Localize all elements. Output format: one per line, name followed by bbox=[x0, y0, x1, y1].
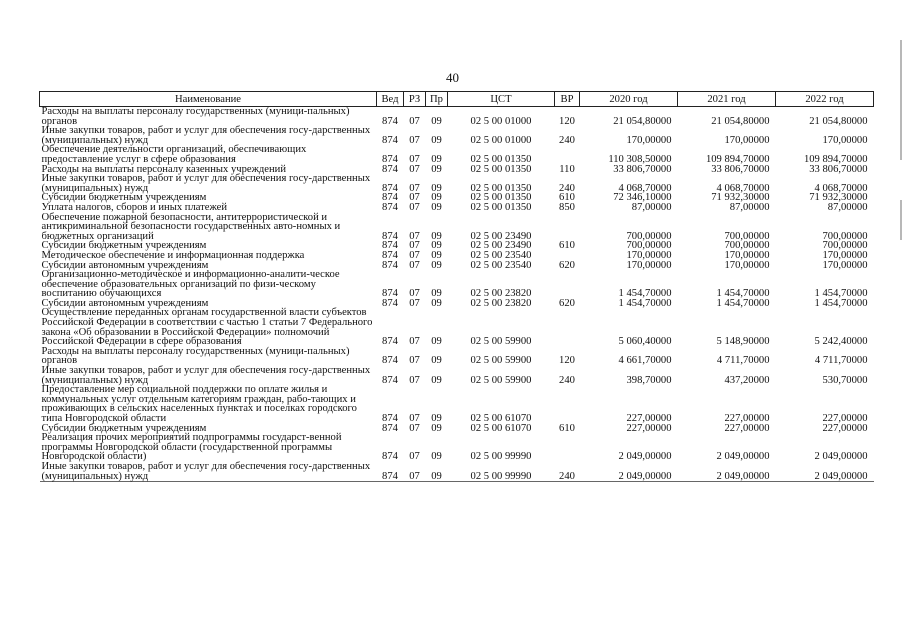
row-2022-cell: 170,00000 bbox=[822, 134, 868, 146]
row-pr-cell: 09 bbox=[431, 240, 442, 252]
header-cst: ЦСТ bbox=[448, 92, 555, 107]
row-2021-cell: 2 049,00000 bbox=[716, 451, 770, 463]
row-name-cell: Обеспечение деятельности организаций, обеспечивающих предоставление услуг в сфере образования bbox=[41, 144, 307, 165]
row-2021-cell: 21 054,80000 bbox=[711, 115, 770, 127]
row-cst-cell: 02 5 00 01000 bbox=[470, 134, 532, 146]
row-ved-cell: 874 bbox=[382, 201, 398, 213]
row-2021-cell: 1 454,70000 bbox=[716, 297, 770, 309]
row-rz-cell: 07 bbox=[409, 297, 420, 309]
row-cst-cell: 02 5 00 23490 bbox=[470, 240, 532, 252]
row-2020-cell: 33 806,70000 bbox=[613, 163, 672, 175]
row-2020-cell: 87,00000 bbox=[631, 201, 672, 213]
table-body bbox=[40, 107, 874, 482]
header-vr: ВР bbox=[555, 92, 580, 107]
row-pr-cell: 09 bbox=[431, 451, 442, 463]
row-2022-cell: 5 242,40000 bbox=[814, 336, 868, 348]
row-vr-cell: 850 bbox=[559, 201, 575, 213]
row-cst-cell: 02 5 00 23820 bbox=[470, 288, 532, 300]
row-ved-cell: 874 bbox=[382, 153, 398, 165]
table-row bbox=[40, 270, 874, 299]
row-cst-cell: 02 5 00 59900 bbox=[470, 355, 532, 367]
row-ved-cell: 874 bbox=[382, 230, 398, 242]
row-ved-cell: 874 bbox=[382, 163, 398, 175]
row-name-cell: Реализация прочих мероприятий подпрограммы государст-венной программы Новгородской области (государственной программы Новгородской области) bbox=[41, 432, 342, 463]
row-2021-cell: 5 148,90000 bbox=[716, 336, 770, 348]
row-2021-cell: 33 806,70000 bbox=[711, 163, 770, 175]
row-pr-cell: 09 bbox=[431, 422, 442, 434]
row-2022-cell: 530,70000 bbox=[822, 374, 868, 386]
row-pr-cell: 09 bbox=[431, 201, 442, 213]
row-rz-cell: 07 bbox=[409, 240, 420, 252]
row-2020-cell: 4 661,70000 bbox=[618, 355, 672, 367]
row-rz-cell: 07 bbox=[409, 259, 420, 271]
row-cst-cell: 02 5 00 23540 bbox=[470, 249, 532, 261]
row-2020-cell: 227,00000 bbox=[626, 422, 672, 434]
row-ved-cell: 874 bbox=[382, 259, 398, 271]
row-2021-cell: 1 454,70000 bbox=[716, 288, 770, 300]
header-row bbox=[40, 92, 874, 107]
header-pr: Пр bbox=[426, 92, 448, 107]
row-pr-cell: 09 bbox=[431, 163, 442, 175]
row-vr-cell: 110 bbox=[559, 163, 575, 175]
row-cst-cell: 02 5 00 59900 bbox=[470, 374, 532, 386]
row-name-cell: Методическое обеспечение и информационная поддержка bbox=[41, 249, 305, 261]
row-2021-cell: 87,00000 bbox=[729, 201, 770, 213]
row-pr-cell: 09 bbox=[431, 355, 442, 367]
row-cst-cell: 02 5 00 59900 bbox=[470, 336, 532, 348]
row-cst-cell: 02 5 00 01350 bbox=[470, 182, 532, 194]
row-2021-cell: 700,00000 bbox=[724, 240, 770, 252]
row-2020-cell: 700,00000 bbox=[626, 240, 672, 252]
row-ved-cell: 874 bbox=[382, 374, 398, 386]
row-name-cell: Иные закупки товаров, работ и услуг для обеспечения госу-дарственных (муниципальных) нужд bbox=[41, 365, 371, 386]
row-vr-cell: 610 bbox=[559, 422, 575, 434]
row-name-cell: Организационно-методическое и информационно-аналити-ческое обеспечение образовательных организаций по физи-ческому воспитанию обучающихся bbox=[41, 269, 340, 300]
row-ved-cell: 874 bbox=[382, 355, 398, 367]
row-vr-cell: 120 bbox=[559, 115, 575, 127]
row-pr-cell: 09 bbox=[431, 413, 442, 424]
row-cst-cell: 02 5 00 01350 bbox=[470, 192, 532, 204]
row-cst-cell: 02 5 00 99990 bbox=[448, 462, 555, 482]
row-2022-cell: 700,00000 bbox=[822, 240, 868, 252]
row-2022-cell: 1 454,70000 bbox=[814, 288, 868, 300]
row-ved-cell: 874 bbox=[377, 462, 404, 482]
table-row bbox=[40, 433, 874, 462]
row-cst-cell: 02 5 00 61070 bbox=[470, 413, 532, 424]
row-vr-cell: 120 bbox=[559, 355, 575, 367]
row-pr-cell: 09 bbox=[431, 297, 442, 309]
row-ved-cell: 874 bbox=[382, 413, 398, 424]
row-cst-cell: 02 5 00 01000 bbox=[470, 115, 532, 127]
row-2022-cell: 227,00000 bbox=[822, 413, 868, 424]
row-2022-cell: 4 068,70000 bbox=[814, 182, 868, 194]
row-name-cell: Иные закупки товаров, работ и услуг для обеспечения госу-дарственных (муниципальных) нужд bbox=[41, 125, 371, 146]
row-rz-cell: 07 bbox=[409, 413, 420, 424]
row-cst-cell: 02 5 00 23540 bbox=[470, 259, 532, 271]
row-cst-cell: 02 5 00 61070 bbox=[470, 422, 532, 434]
row-ved-cell: 874 bbox=[382, 240, 398, 252]
row-pr-cell: 09 bbox=[431, 192, 442, 204]
table-row bbox=[40, 174, 874, 193]
table-header bbox=[40, 92, 874, 107]
row-ved-cell: 874 bbox=[382, 249, 398, 261]
row-rz-cell: 07 bbox=[409, 115, 420, 127]
row-ved-cell: 874 bbox=[382, 297, 398, 309]
row-2022-cell: 170,00000 bbox=[822, 259, 868, 271]
row-cst-cell: 02 5 00 23820 bbox=[470, 297, 532, 309]
row-vr-cell: 240 bbox=[559, 182, 575, 194]
header-2022: 2022 год bbox=[776, 92, 874, 107]
row-rz-cell: 07 bbox=[409, 192, 420, 204]
row-2020-cell: 72 346,10000 bbox=[613, 192, 672, 204]
table-row bbox=[40, 126, 874, 145]
row-2022-cell: 2 049,00000 bbox=[776, 462, 874, 482]
row-cst-cell: 02 5 00 99990 bbox=[470, 451, 532, 463]
row-cst-cell: 02 5 00 01350 bbox=[470, 153, 532, 165]
row-rz-cell: 07 bbox=[409, 355, 420, 367]
header-name: Наименование bbox=[40, 92, 377, 107]
row-2020-cell: 398,70000 bbox=[626, 374, 672, 386]
row-2021-cell: 227,00000 bbox=[724, 413, 770, 424]
row-2021-cell: 170,00000 bbox=[724, 259, 770, 271]
row-vr-cell bbox=[555, 270, 580, 299]
row-cst-cell: 02 5 00 01350 bbox=[470, 163, 532, 175]
row-vr-cell: 610 bbox=[559, 192, 575, 204]
scan-margin-mark bbox=[900, 40, 902, 160]
row-2021-cell: 2 049,00000 bbox=[678, 462, 776, 482]
row-ved-cell: 874 bbox=[382, 115, 398, 127]
row-2021-cell: 437,20000 bbox=[724, 374, 770, 386]
row-2022-cell: 1 454,70000 bbox=[814, 297, 868, 309]
row-2020-cell: 170,00000 bbox=[626, 134, 672, 146]
row-ved-cell: 874 bbox=[382, 451, 398, 463]
row-rz-cell: 07 bbox=[409, 163, 420, 175]
row-pr-cell: 09 bbox=[431, 134, 442, 146]
row-vr-cell: 240 bbox=[559, 374, 575, 386]
row-pr-cell: 09 bbox=[426, 462, 448, 482]
row-2021-cell: 227,00000 bbox=[724, 422, 770, 434]
row-2020-cell: 1 454,70000 bbox=[618, 288, 672, 300]
row-vr-cell bbox=[555, 213, 580, 242]
table-row bbox=[40, 347, 874, 366]
row-2021-cell: 170,00000 bbox=[724, 249, 770, 261]
row-rz-cell: 07 bbox=[409, 336, 420, 348]
row-name-cell: Осуществление переданных органам государственной власти субъектов Российской Федерации в соответствии с частью 1 статьи 7 Федерального закона «Об образовании в Российской Федерации» полномочий Российской Федерации в сфере образования bbox=[41, 307, 373, 348]
table-row bbox=[40, 366, 874, 385]
row-rz-cell: 07 bbox=[409, 422, 420, 434]
row-2022-cell: 109 894,70000 bbox=[803, 153, 868, 165]
row-name-cell: Субсидии бюджетным учреждениям bbox=[41, 240, 207, 252]
row-2022-cell: 4 711,70000 bbox=[814, 355, 868, 367]
row-name-cell: Расходы на выплаты персоналу государственных (муници-пальных) органов bbox=[41, 345, 350, 367]
row-ved-cell: 874 bbox=[382, 134, 398, 146]
row-vr-cell: 240 bbox=[559, 134, 575, 146]
row-rz-cell: 07 bbox=[409, 201, 420, 213]
row-rz-cell: 07 bbox=[409, 249, 420, 261]
row-2021-cell: 700,00000 bbox=[724, 230, 770, 242]
row-2020-cell: 110 308,50000 bbox=[608, 153, 672, 165]
row-pr-cell: 09 bbox=[431, 230, 442, 242]
row-name-cell: Обеспечение пожарной безопасности, антитеррористической и антикриминальной безопасности государственных авто-номных и бюджетных организаций bbox=[41, 211, 341, 242]
row-rz-cell: 07 bbox=[404, 462, 426, 482]
row-ved-cell: 874 bbox=[382, 288, 398, 300]
table-row bbox=[40, 385, 874, 423]
row-2020-cell: 170,00000 bbox=[626, 259, 672, 271]
row-pr-cell: 09 bbox=[431, 153, 442, 165]
row-2021-cell: 4 711,70000 bbox=[716, 355, 770, 367]
row-pr-cell: 09 bbox=[431, 182, 442, 194]
row-name-cell: Иные закупки товаров, работ и услуг для обеспечения госу-дарственных (муниципальных) нужд bbox=[41, 173, 371, 194]
row-vr-cell: 610 bbox=[559, 240, 575, 252]
row-2022-cell: 170,00000 bbox=[822, 249, 868, 261]
row-2020-cell: 5 060,40000 bbox=[618, 336, 672, 348]
row-2021-cell: 170,00000 bbox=[724, 134, 770, 146]
budget-table bbox=[39, 91, 874, 482]
row-name-cell: Субсидии бюджетным учреждениям bbox=[41, 192, 207, 204]
row-pr-cell: 09 bbox=[431, 115, 442, 127]
row-rz-cell: 07 bbox=[409, 288, 420, 300]
row-2022-cell: 227,00000 bbox=[822, 422, 868, 434]
page-number: 40 bbox=[446, 70, 459, 85]
row-name-cell: Иные закупки товаров, работ и услуг для обеспечения госу-дарственных (муниципальных) нужд bbox=[40, 462, 377, 482]
row-name-cell: Расходы на выплаты персоналу казенных учреждений bbox=[41, 163, 286, 175]
row-vr-cell bbox=[555, 385, 580, 423]
row-vr-cell bbox=[555, 145, 580, 164]
row-2022-cell: 700,00000 bbox=[822, 230, 868, 242]
table-row bbox=[40, 213, 874, 242]
row-2022-cell: 71 932,30000 bbox=[809, 192, 868, 204]
row-2022-cell: 2 049,00000 bbox=[814, 451, 868, 463]
table-row bbox=[40, 145, 874, 164]
row-rz-cell: 07 bbox=[409, 134, 420, 146]
row-name-cell: Расходы на выплаты персоналу государственных (муници-пальных) органов bbox=[41, 106, 350, 127]
header-2021: 2021 год bbox=[678, 92, 776, 107]
header-rz: РЗ bbox=[404, 92, 426, 107]
row-ved-cell: 874 bbox=[382, 192, 398, 204]
row-ved-cell: 874 bbox=[382, 182, 398, 194]
row-2022-cell: 21 054,80000 bbox=[809, 115, 868, 127]
row-rz-cell: 07 bbox=[409, 374, 420, 386]
row-2020-cell: 21 054,80000 bbox=[613, 115, 672, 127]
row-2020-cell: 170,00000 bbox=[626, 249, 672, 261]
row-2020-cell: 1 454,70000 bbox=[618, 297, 672, 309]
row-2021-cell: 109 894,70000 bbox=[705, 153, 770, 165]
row-name-cell: Уплата налогов, сборов и иных платежей bbox=[41, 201, 228, 213]
row-ved-cell: 874 bbox=[382, 336, 398, 348]
row-name-cell: Субсидии бюджетным учреждениям bbox=[41, 422, 207, 434]
header-2020: 2020 год bbox=[580, 92, 678, 107]
row-name-cell: Субсидии автономным учреждениям bbox=[41, 297, 209, 309]
row-2022-cell: 33 806,70000 bbox=[809, 163, 868, 175]
row-vr-cell: 620 bbox=[559, 297, 575, 309]
row-name-cell: Предоставление мер социальной поддержки по оплате жилья и коммунальных услуг отдельным категориям граждан, рабо-тающих и проживающих в сельских населенных пунктах и поселках городского типа Новгородской области bbox=[41, 384, 357, 424]
row-2020-cell: 4 068,70000 bbox=[618, 182, 672, 194]
row-ved-cell: 874 bbox=[382, 422, 398, 434]
table-row bbox=[40, 308, 874, 346]
scan-margin-mark bbox=[900, 200, 902, 240]
header-ved: Вед bbox=[377, 92, 404, 107]
row-pr-cell: 09 bbox=[431, 249, 442, 261]
row-rz-cell: 07 bbox=[409, 153, 420, 165]
row-vr-cell: 620 bbox=[559, 259, 575, 271]
table-row bbox=[40, 462, 874, 482]
row-cst-cell: 02 5 00 23490 bbox=[470, 230, 532, 242]
row-2020-cell: 227,00000 bbox=[626, 413, 672, 424]
row-2020-cell: 2 049,00000 bbox=[618, 451, 672, 463]
row-2022-cell: 87,00000 bbox=[827, 201, 868, 213]
row-2021-cell: 4 068,70000 bbox=[716, 182, 770, 194]
row-rz-cell: 07 bbox=[409, 182, 420, 194]
row-rz-cell: 07 bbox=[409, 230, 420, 242]
row-2020-cell: 700,00000 bbox=[626, 230, 672, 242]
row-vr-cell bbox=[555, 433, 580, 462]
table-row bbox=[40, 107, 874, 127]
row-pr-cell: 09 bbox=[431, 336, 442, 348]
row-2020-cell: 2 049,00000 bbox=[580, 462, 678, 482]
row-pr-cell: 09 bbox=[431, 374, 442, 386]
row-rz-cell: 07 bbox=[409, 451, 420, 463]
row-2021-cell: 71 932,30000 bbox=[711, 192, 770, 204]
row-pr-cell: 09 bbox=[431, 259, 442, 271]
row-name-cell: Субсидии автономным учреждениям bbox=[41, 259, 209, 271]
row-pr-cell: 09 bbox=[431, 288, 442, 300]
row-cst-cell: 02 5 00 01350 bbox=[470, 201, 532, 213]
row-vr-cell: 240 bbox=[555, 462, 580, 482]
row-vr-cell bbox=[555, 308, 580, 346]
